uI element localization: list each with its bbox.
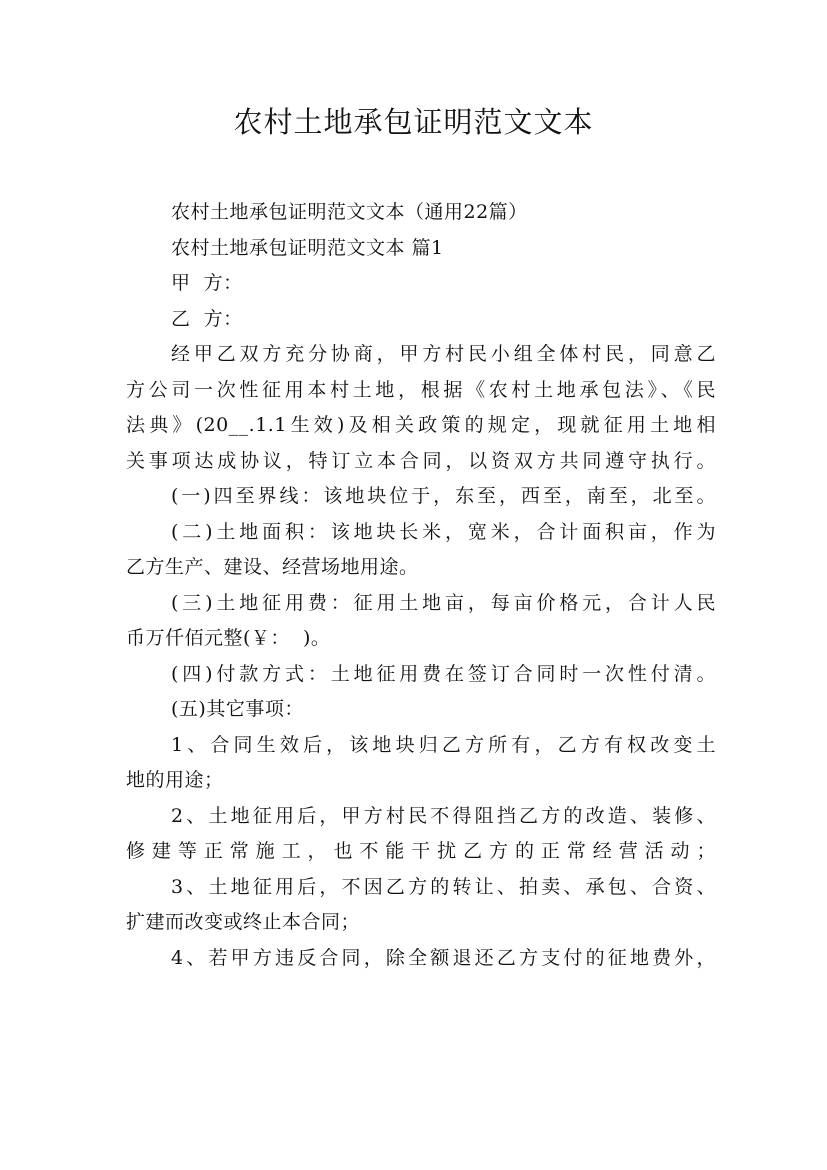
clause-line: (一)四至界线：该地块位于，东至，西至，南至，北至。 xyxy=(171,485,716,507)
subtitle-line: 农村土地承包证明范文文本（通用22篇） xyxy=(171,201,528,223)
paragraph-line: 法典》(20__.1.1生效)及相关政策的规定，现就征用土地相 xyxy=(126,414,716,436)
section-heading: 农村土地承包证明范文文本 篇1 xyxy=(171,236,444,259)
paragraph-line: 经甲乙双方充分协商，甲方村民小组全体村民，同意乙 xyxy=(171,343,716,365)
paragraph-line: 关事项达成协议，特订立本合同，以资双方共同遵守执行。 xyxy=(126,449,716,472)
item-line: 修建等正常施工，也不能干扰乙方的正常经营活动； xyxy=(126,840,716,862)
item-line: 3、土地征用后，不因乙方的转让、拍卖、承包、合资、 xyxy=(171,875,716,898)
clause-line: 乙方生产、建设、经营场地用途。 xyxy=(126,556,419,578)
clause-line: (五)其它事项： xyxy=(171,698,304,720)
party-a-line: 甲 方： xyxy=(171,272,243,294)
item-line: 2、土地征用后，甲方村民不得阻挡乙方的改造、装修、 xyxy=(171,804,716,827)
item-line: 1、合同生效后，该地块归乙方所有，乙方有权改变土 xyxy=(171,733,716,756)
party-b-line: 乙 方： xyxy=(171,307,243,330)
clause-line: (二)土地面积：该地块长米，宽米，合计面积亩，作为 xyxy=(171,520,716,543)
item-line: 4、若甲方违反合同，除全额退还乙方支付的征地费外， xyxy=(171,946,716,969)
clause-line: (三)土地征用费：征用土地亩，每亩价格元，合计人民 xyxy=(171,591,716,614)
item-line: 扩建而改变或终止本合同； xyxy=(126,911,361,933)
item-line: 地的用途； xyxy=(126,769,224,791)
document-body xyxy=(126,195,716,976)
clause-line: 币万仟佰元整(￥： )。 xyxy=(126,627,331,649)
paragraph-line: 方公司一次性征用本村土地，根据《农村土地承包法》、《民 xyxy=(126,378,716,401)
clause-line: (四)付款方式：土地征用费在签订合同时一次性付清。 xyxy=(171,662,716,685)
document-title: 农村土地承包证明范文文本 xyxy=(233,105,594,139)
